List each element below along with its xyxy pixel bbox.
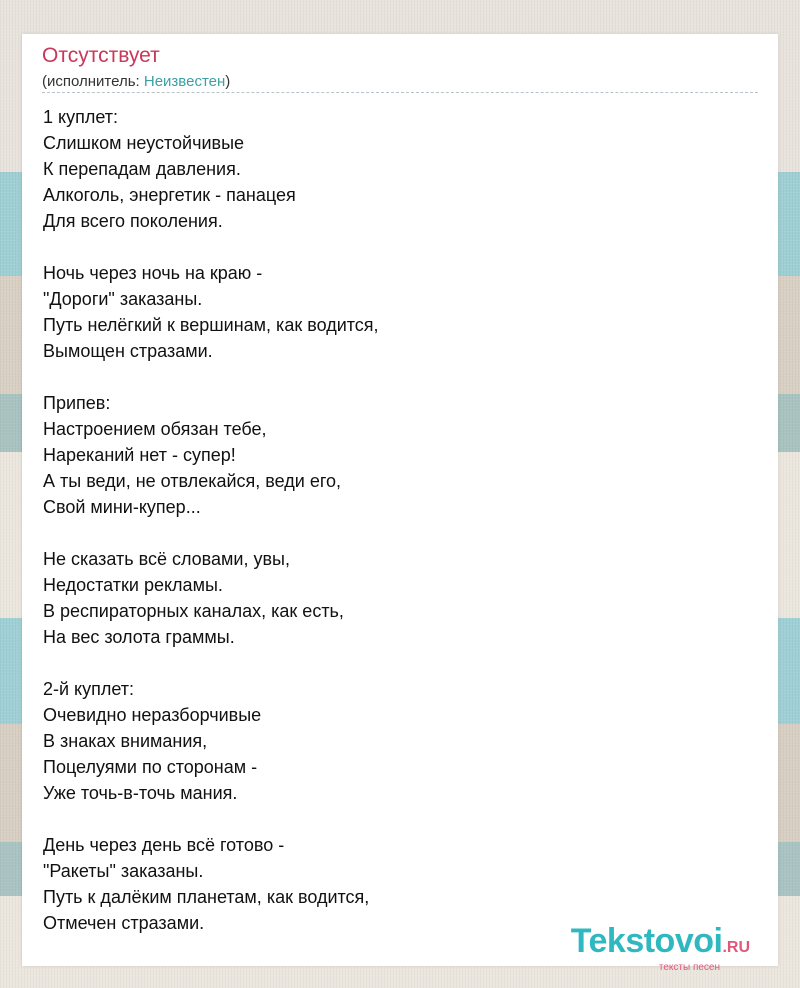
lyric-line: К перепадам давления. (43, 159, 241, 179)
lyric-line: Вымощен стразами. (43, 341, 213, 361)
lyric-line: День через день всё готово - (43, 835, 285, 855)
lyrics-text (43, 104, 743, 936)
watermark-logo (571, 922, 750, 967)
lyric-line: Для всего поколения. (43, 211, 223, 231)
lyric-line: Нареканий нет - супер! (43, 445, 236, 465)
stanza-gap (43, 234, 743, 260)
stanza-gap (43, 806, 743, 832)
stanza-gap (43, 650, 743, 676)
watermark-name: Tekstovoi (570, 922, 723, 960)
artist-line (42, 73, 230, 90)
lyric-line: На вес золота граммы. (43, 627, 235, 647)
lyric-line: Припев: (43, 393, 111, 413)
lyric-line: 2-й куплет: (43, 679, 135, 699)
title-divider (42, 92, 758, 93)
lyric-line: Путь нелёгкий к вершинам, как водится, (43, 315, 379, 335)
lyric-line: "Ракеты" заказаны. (43, 861, 204, 881)
lyric-line: Свой мини-купер... (43, 497, 201, 517)
artist-prefix: (исполнитель: (42, 73, 144, 90)
lyric-line: Недостатки рекламы. (43, 575, 223, 595)
artist-link[interactable]: Неизвестен (143, 73, 226, 90)
lyric-line: А ты веди, не отвлекайся, веди его, (43, 471, 342, 491)
lyric-line: Слишком неустойчивые (43, 133, 245, 153)
lyric-line: 1 куплет: (43, 107, 118, 127)
lyric-line: Поцелуями по сторонам - (43, 757, 258, 777)
lyric-line: Уже точь-в-точь мания. (43, 783, 238, 803)
lyric-line: Алкоголь, энергетик - панацея (43, 185, 296, 205)
lyric-line: Настроением обязан тебе, (43, 419, 267, 439)
song-title: Отсутствует (42, 44, 160, 67)
lyric-line: В знаках внимания, (43, 731, 208, 751)
lyric-line: Отмечен стразами. (43, 913, 205, 933)
artist-suffix: ) (225, 73, 231, 90)
lyric-line: Очевидно неразборчивые (43, 705, 262, 725)
stanza-gap (43, 520, 743, 546)
watermark-tld: .RU (722, 939, 750, 956)
watermark-tagline: тексты песен (658, 962, 720, 973)
lyrics-card (22, 34, 778, 973)
site-watermark (571, 922, 750, 973)
lyric-line: В респираторных каналах, как есть, (43, 601, 344, 621)
lyric-line: Ночь через ночь на краю - (43, 263, 263, 283)
lyric-line: Путь к далёким планетам, как водится, (43, 887, 370, 907)
lyric-line: Не сказать всё словами, увы, (43, 549, 290, 569)
lyric-line: "Дороги" заказаны. (43, 289, 203, 309)
stanza-gap (43, 364, 743, 390)
